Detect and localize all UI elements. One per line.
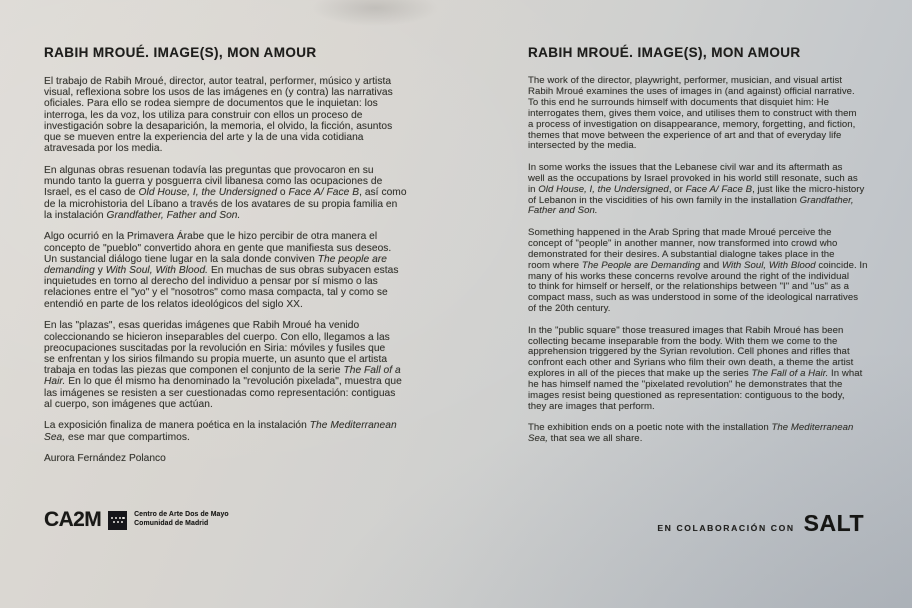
paragraph: In some works the issues that the Lebanese civil war and its aftermath as well as the occupations by Israel provoked in his world still resonate, such as in Old House, I, the Undersigned, or Face A/ Face B, just like the micro-history of Lebanon in the viscidities of his own family in the installation Grandfather, Father and Son.: [528, 161, 865, 217]
salt-logo-text: SALT: [803, 510, 864, 536]
flag-star-row-bottom: [113, 521, 123, 523]
english-column: [528, 45, 912, 456]
paragraph: El trabajo de Rabih Mroué, director, autor teatral, performer, músico y artista visual, reflexiona sobre los usos de las imágenes en (y contra) las narrativas oficiales. Para ello se rodea siempre de documentos que le inquietan: los interroga, les da voz, los utiliza para construir con ellos un proceso de investigación sobre la desaparición, la memoria, el olvido, la ficción, asuntos que se mueven entre la experiencia del arte y la de una vida cotidiana atravesada por los media.: [44, 76, 393, 155]
exhibition-title-es: RABIH MROUÉ. IMAGE(S), MON AMOUR: [44, 45, 317, 60]
paragraph: Algo ocurrió en la Primavera Árabe que le hizo percibir de otra manera el concepto de "pueblo" convertido ahora en gente que manifiesta sus deseos. Un sustancial diálogo tiene lugar en la sala donde conviven The people are demanding y With Soul, With Blood. En muchas de sus obras subyacen estas inquietudes en torno al derecho del individuo a pensar por sí mismo o las relaciones entre el "yo" y el "nosotros" como masa compacta, tal y como se entendió en parte de los relatos ideológicos del siglo XX.: [44, 231, 399, 310]
ca2m-logo-text: CA2M: [44, 508, 102, 531]
ca2m-caption-line1: Centro de Arte Dos de Mayo: [134, 511, 229, 519]
paragraph: In the "public square" those treasured images that Rabih Mroué has been collecting became inseparable from the body. With them we come to the apprehension triggered by the Syrian revolution. Cell phones and rifles that confront each other and Syrians who film their own death, a theme the artist explores in all of the pieces that make up the series The Fall of a Hair. In what he has himself named the "pixelated revolution" he demonstrates that the images resist being questioned as representation: contiguous to the body, they are images that perform.: [528, 324, 863, 412]
paragraph: En algunas obras resuenan todavía las preguntas que provocaron en su mundo tanto la guerra y posguerra civil libanesa como las ocupaciones de Israel, es el caso de Old House, I, the Undersigned o Face A/ Face B, así como de la microhistoria del Líbano a través de los avatares de su propia familia en la instalación Grandfather, Father and Son.: [44, 164, 407, 221]
spanish-body-text: [44, 76, 496, 443]
comunidad-madrid-flag-icon: [108, 511, 127, 530]
spanish-column: [44, 45, 496, 465]
ca2m-caption: [134, 511, 229, 528]
english-body-text: [528, 76, 912, 445]
collaboration-label: EN COLABORACIÓN CON: [657, 523, 795, 533]
paragraph: The exhibition ends on a poetic note with the installation The Mediterranean Sea, that sea we all share.: [528, 422, 854, 445]
ca2m-logo: [44, 509, 229, 531]
paragraph: The work of the director, playwright, performer, musician, and visual artist Rabih Mroué examines the uses of images in (and against) official narrative. To this end he surrounds himself with documents that disquiet him: He interrogates them, gives them voice, and utilises them to construct with them a process of investigation on disappearance, memory, forgetting, and fiction, themes that move between the experience of art and that of everyday life intersected by the media.: [528, 75, 857, 152]
author-name: Aurora Fernández Polanco: [44, 453, 166, 465]
flag-star-row-top: [111, 517, 125, 519]
paragraph: En las "plazas", esas queridas imágenes que Rabih Mroué ha venido coleccionando se hicieron inseparables del cuerpo. Con ello, llegamos a las preocupaciones suscitadas por la revolución en Siria: móviles y fusiles que se enfrentan y los sirios filmando su propia muerte, un asunto que el artista trabaja en todas las piezas que componen el conjunto de la serie The Fall of a Hair. En lo que él mismo ha denominado la "revolución pixelada", muestra que las imágenes se resisten a ser cuestionadas como representación: contiguas al cuerpo, son imágenes que actúan.: [44, 320, 402, 410]
exhibition-title-en: RABIH MROUÉ. IMAGE(S), MON AMOUR: [528, 45, 801, 60]
salt-collaboration: [657, 512, 864, 535]
ca2m-caption-line2: Comunidad de Madrid: [134, 520, 209, 527]
paragraph: Something happened in the Arab Spring that made Mroué perceive the concept of "people" in another manner, now transformed into crowd who demonstrated for their desires. A substantial dialogne takes place in the room where The People are Demanding and With Soul, With Blood coincide. In many of his works these concerns revolve around the right of the individual to think for himself or herself, or the relationships between "I" and "us" as a compact mass, such as was understood in some of the ideological narratives of the 20th century.: [528, 226, 868, 315]
paragraph: La exposición finaliza de manera poética en la instalación The Mediterranean Sea, ese mar que compartimos.: [44, 420, 397, 443]
